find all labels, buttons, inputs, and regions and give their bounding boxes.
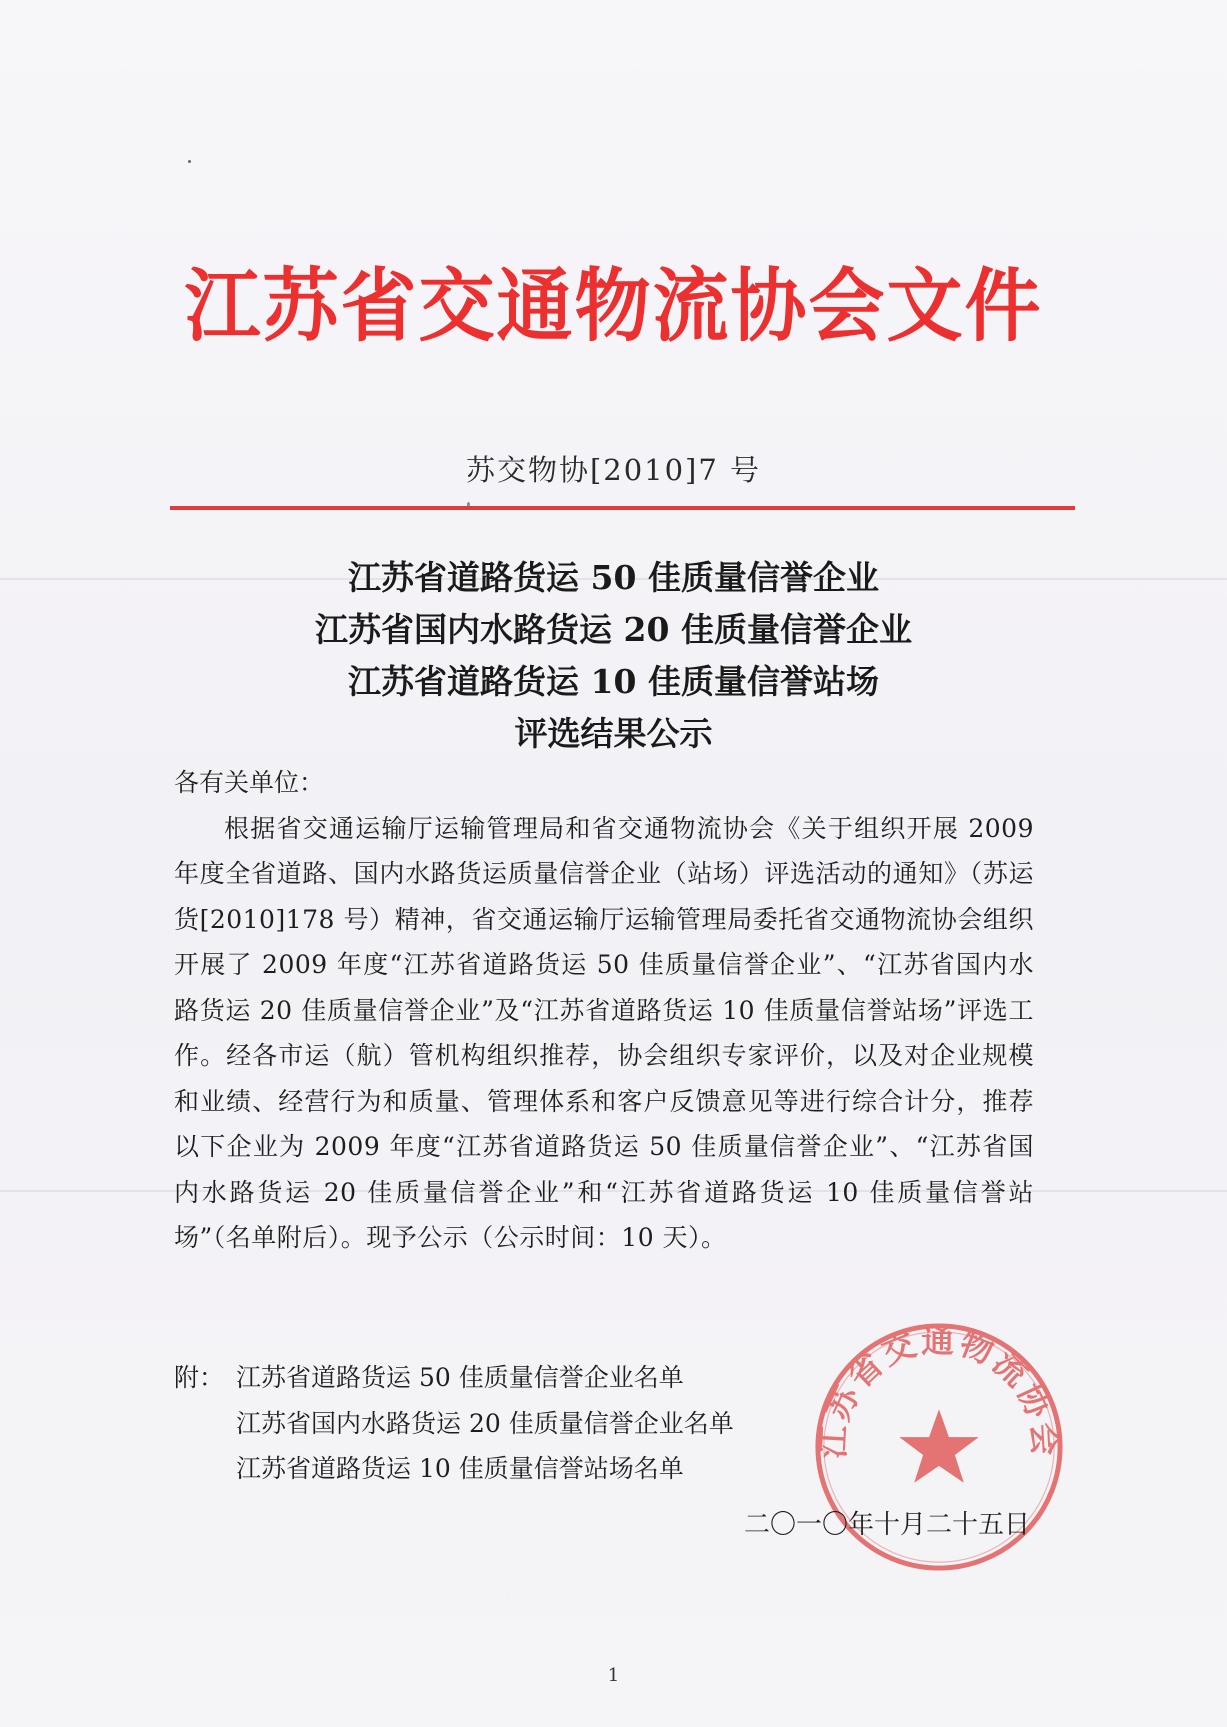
- title-line: 江苏省道路货运 10 佳质量信誉站场: [348, 662, 879, 701]
- attachment-item-text: 江苏省道路货运 10 佳质量信誉站场名单: [236, 1454, 684, 1483]
- attachment-item-text: 江苏省国内水路货运 20 佳质量信誉企业名单: [236, 1408, 734, 1438]
- attachment-item: [174, 1355, 734, 1401]
- issue-date: 二〇一〇年十月二十五日: [743, 1510, 1030, 1540]
- seal-text: 江苏省交通物流协会: [812, 1320, 1066, 1460]
- scan-speck: [188, 160, 191, 163]
- title-line: 江苏省道路货运 50 佳质量信誉企业: [348, 558, 879, 597]
- page-number: 1: [607, 1665, 620, 1686]
- document-number: 苏交物协[2010]7 号: [465, 453, 762, 487]
- attachment-list: [174, 1355, 734, 1492]
- attachment-label: 附：: [174, 1363, 225, 1392]
- red-divider-line: [170, 506, 1075, 510]
- body-paragraph: 根据省交通运输厅运输管理局和省交通物流协会《关于组织开展 2009 年度全省道路、国内水路货运质量信誉企业（站场）评选活动的通知》（苏运货[2010]178 号）精神，省交通运输厅运输管理局委托省交通物流协会组织开展了 2009 年度“江苏省道路货运 50 佳质量信誉企业”、“江苏省国内水路货运 20 佳质量信誉企业”及“江苏省道路货运 10 佳质量信誉站场”评选工作。经各市运（航）管机构组织推荐，协会组织专家评价，以及对企业规模和业绩、经营行为和质量、管理体系和客户反馈意见等进行综合计分，推荐以下企业为 2009 年度“江苏省道路货运 50 佳质量信誉企业”、“江苏省国内水路货运 20 佳质量信誉企业”和“江苏省道路货运 10 佳质量信誉站场”（名单附后）。现予公示（公示时间：10 天）。: [174, 813, 1034, 1252]
- attachment-item: [174, 1446, 734, 1492]
- salutation: 各有关单位：: [174, 768, 325, 797]
- title-line: 江苏省国内水路货运 20 佳质量信誉企业: [315, 610, 912, 649]
- attachment-item-text: 江苏省道路货运 50 佳质量信誉企业名单: [236, 1363, 684, 1392]
- document-title: [0, 552, 1227, 760]
- title-line: 评选结果公示: [514, 714, 713, 753]
- body-text: [174, 760, 1034, 1261]
- attachment-item: [174, 1401, 734, 1447]
- letterhead-title: 江苏省交通物流协会文件: [184, 259, 1043, 353]
